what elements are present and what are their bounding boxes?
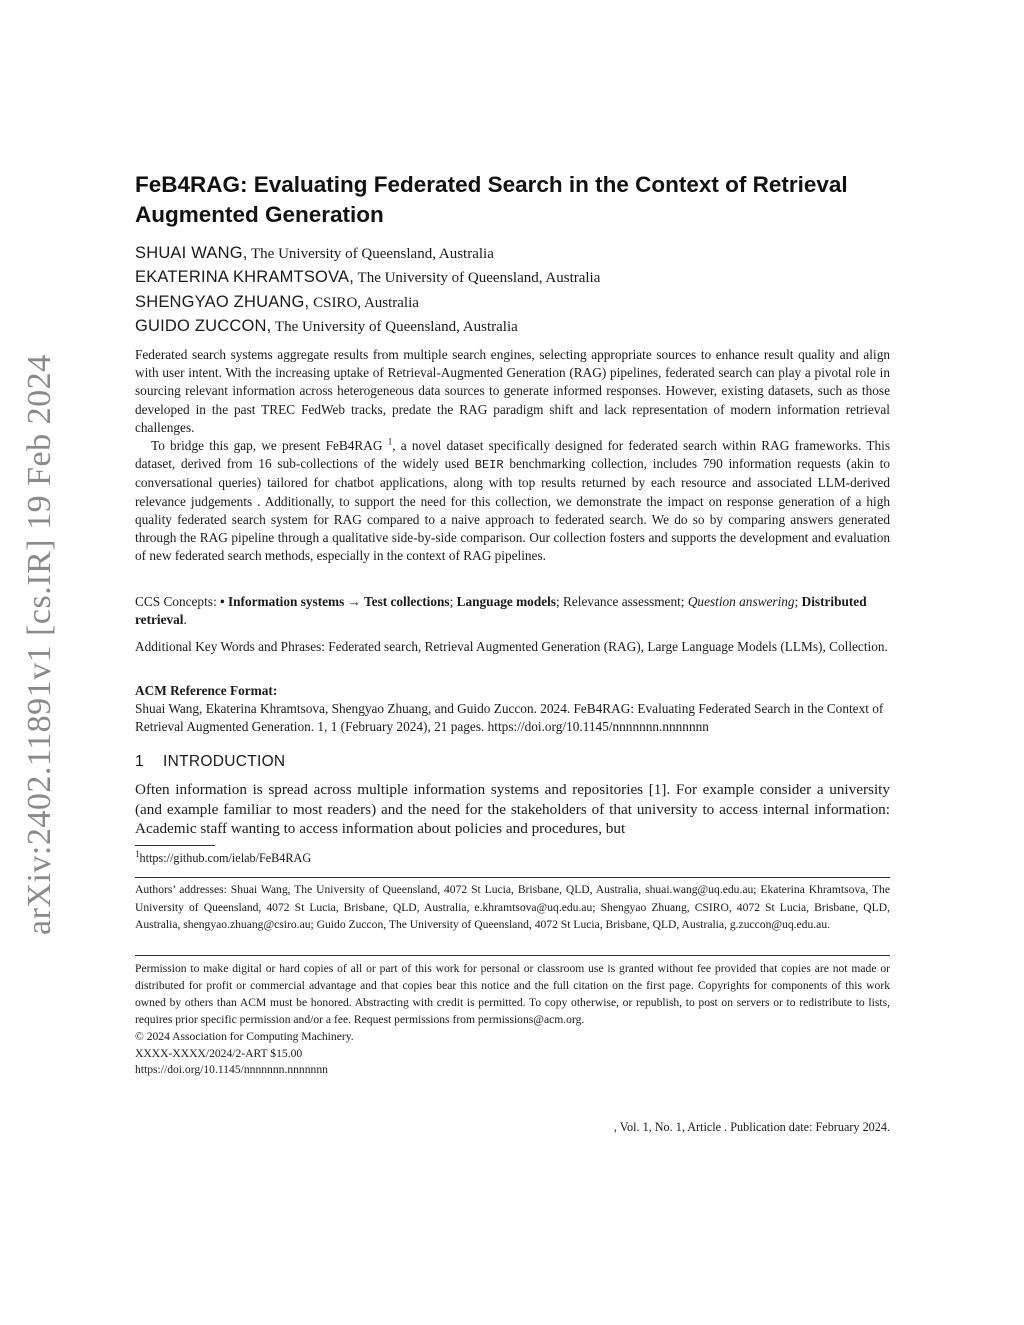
author-name: SHUAI WANG,	[135, 244, 248, 262]
acm-reference-heading: ACM Reference Format:	[135, 683, 278, 698]
page-footer: , Vol. 1, No. 1, Article . Publication date: February 2024.	[613, 1120, 890, 1134]
ccs-text: ; Relevance assessment;	[555, 594, 688, 609]
section-number: 1	[135, 753, 144, 770]
section-title: INTRODUCTION	[163, 753, 286, 770]
author-addresses: Authors’ addresses: Shuai Wang, The University of Queensland, 4072 St Lucia, Brisbane, QLD, Australia, shuai.wang@uq.edu.au; Ekaterina Khramtsova, The University of Queensland, 4072 St Lucia, Brisbane, QLD, Australia, e.khramtsova@uq.edu.au; Shengyao Zhuang, CSIRO, 4072 St Lucia, Brisbane, QLD, Australia, shengyao.zhuang@csiro.au; Guido Zuccon, The University of Queensland, 4072 St Lucia, Brisbane, QLD, Australia, g.zuccon@uq.edu.au.	[135, 883, 890, 932]
paper-title: FeB4RAG: Evaluating Federated Search in the Context of Retrieval Augmented Generation	[135, 172, 848, 227]
abstract-text: benchmarking collection, includes 790 information requests (akin to conversational queries) tailored for chatbot applications, along with top results returned by each resource and associated LLM-derived relevance judgements . Additionally, to support the need for this collection, we demonstrate the impact on response generation of a high quality federated search system for RAG compared to a naive approach to federated search. We do so by comparing answers generated through the RAG pipeline through a qualitative side-by-side comparison. Our collection fosters and supports the development and evaluation of new federated search methods, especially in the context of RAG pipelines.	[135, 456, 890, 564]
ccs-term: Question answering	[687, 594, 795, 609]
ccs-concepts	[135, 593, 890, 629]
abstract-paragraph: Federated search systems aggregate results from multiple search engines, selecting appropriate sources to enhance result quality and align with user intent. With the increasing uptake of Retrieval-Augmented Generation (RAG) pipelines, federated search can play a pivotal role in sourcing relevant information across heterogeneous data sources to generate informed responses. However, existing datasets, such as those developed in the past TREC FedWeb tracks, predate the RAG paradigm shift and lack representation of modern information retrieval challenges.	[135, 347, 890, 435]
abstract-paragraph	[135, 437, 890, 565]
ccs-separator: ;	[794, 594, 802, 609]
author-name: EKATERINA KHRAMTSOVA,	[135, 268, 355, 287]
author-name: GUIDO ZUCCON,	[135, 316, 272, 335]
author-affiliation: The University of Queensland, Australia	[271, 318, 518, 335]
ccs-term: Information systems	[227, 594, 345, 609]
footnote-mark: 1	[387, 436, 393, 447]
footnote	[135, 848, 890, 866]
issn-line: XXXX-XXXX/2024/2-ART $15.00	[135, 1046, 303, 1060]
doi-link[interactable]: https://doi.org/10.1145/nnnnnnn.nnnnnnn	[135, 1063, 328, 1077]
ccs-label: CCS Concepts:	[135, 594, 220, 609]
permission-text: Permission to make digital or hard copies of all or part of this work for personal or classroom use is granted without fee provided that copies are not made or distributed for profit or commercial advantage and that copies bear this notice and the full citation on the first page. Copyrights for components of this work owned by others than ACM must be honored. Abstracting with credit is permitted. To copy otherwise, or republish, to post on servers or to redistribute to lists, requires prior specific permission and/or a fee. Request permissions from permissions@acm.org.	[135, 962, 890, 1026]
footnote-link[interactable]: https://github.com/ielab/FeB4RAG	[139, 851, 312, 865]
ccs-bullet: •	[219, 594, 228, 609]
ccs-term: Distributed retrieval	[135, 594, 867, 628]
abstract	[135, 346, 890, 565]
intro-paragraph: Often information is spread across multiple information systems and repositories [1]. For example consider a university (and example familiar to most readers) and the need for the stakeholders of that university to access internal information: Academic staff wanting to access information about policies and procedures, but	[135, 781, 890, 838]
author-list	[135, 242, 890, 339]
acm-reference-text: Shuai Wang, Ekaterina Khramtsova, Shengyao Zhuang, and Guido Zuccon. 2024. FeB4RAG: Evaluating Federated Search in the Context of Retrieval Augmented Generation. 1, 1 (February 2024), 21 pages. https://doi.org/10.1145/nnnnnnn.nnnnnnn	[135, 701, 884, 735]
author-affiliation: The University of Queensland, Australia	[354, 270, 601, 287]
author-affiliation: The University of Queensland, Australia	[247, 246, 494, 262]
abstract-text: To bridge this gap, we present FeB4RAG	[151, 438, 388, 454]
author-entry	[135, 266, 890, 290]
ccs-separator: ;	[449, 594, 457, 609]
divider	[135, 877, 890, 878]
author-entry	[135, 291, 890, 315]
author-name: SHENGYAO ZHUANG,	[135, 292, 310, 311]
ccs-term: Language models	[456, 594, 556, 609]
abstract-text: , a novel dataset specifically designed for federated search within RAG frameworks. This dataset, derived from 16 sub-collections of the widely used	[135, 438, 891, 472]
section-heading	[135, 753, 890, 771]
author-affiliation: CSIRO, Australia	[309, 294, 419, 311]
footnote-rule	[135, 845, 215, 846]
copyright-line: © 2024 Association for Computing Machinery.	[135, 1029, 354, 1043]
arxiv-stamp: arXiv:2402.11891v1 [cs.IR] 19 Feb 2024	[21, 354, 58, 935]
ccs-end: .	[183, 612, 187, 628]
ccs-term: Test collections	[364, 594, 450, 609]
footnote-mark: 1	[135, 848, 140, 859]
permission-block	[135, 961, 890, 1079]
divider	[135, 955, 890, 956]
author-entry	[135, 315, 890, 339]
keywords: Additional Key Words and Phrases: Federated search, Retrieval Augmented Generation (RAG), Large Language Models (LLMs), Collection.	[135, 639, 888, 654]
beir-name: BEIR	[474, 458, 504, 473]
ccs-arrow: →	[344, 594, 365, 609]
author-entry	[135, 242, 890, 266]
acm-reference	[135, 682, 890, 737]
